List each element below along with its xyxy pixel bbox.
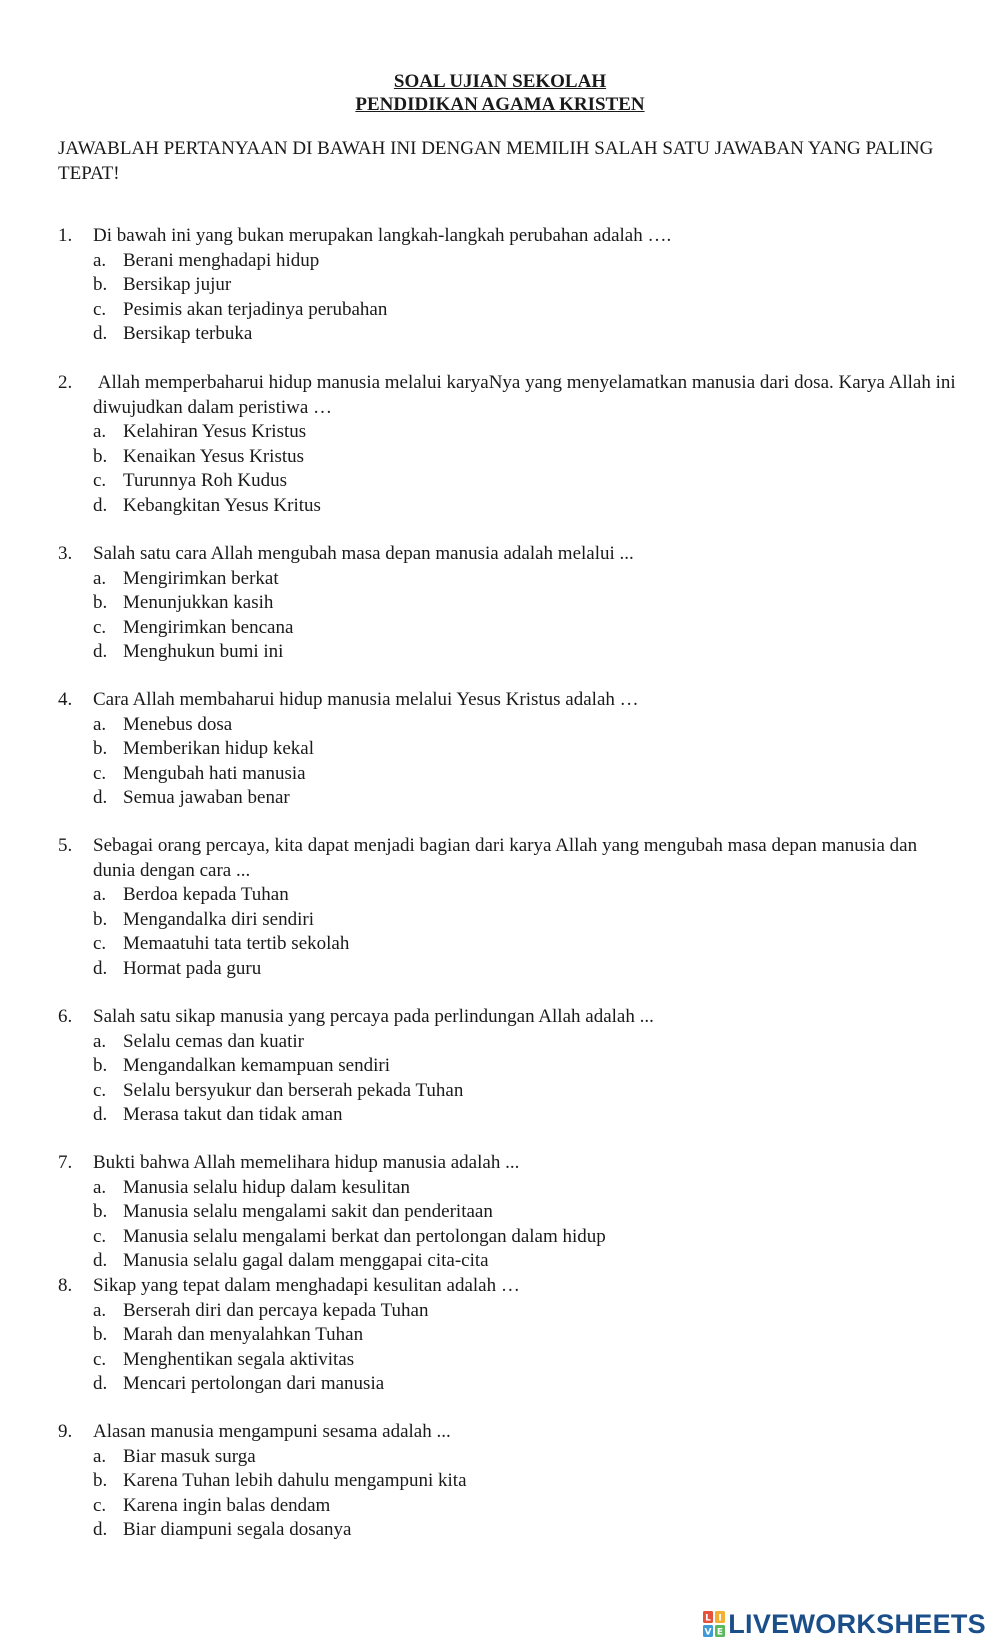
option-text: Menebus dosa <box>123 713 233 735</box>
answer-option-b[interactable] <box>58 445 958 470</box>
option-text: Hormat pada guru <box>123 957 262 979</box>
question-text: Sebagai orang percaya, kita dapat menjadi bagian dari karya Allah yang mengubah masa depan manusia dan dunia dengan cara ... <box>93 835 918 881</box>
option-text: Menunjukkan kasih <box>123 592 274 613</box>
question-text: Bukti bahwa Allah memelihara hidup manusia adalah ... <box>93 1152 520 1173</box>
option-letter: b. <box>93 445 108 467</box>
question-text: Di bawah ini yang bukan merupakan langkah-langkah perubahan adalah …. <box>93 225 672 246</box>
answer-option-b[interactable] <box>58 591 958 616</box>
option-text: Marah dan menyalahkan Tuhan <box>123 1324 364 1345</box>
answer-option-a[interactable] <box>58 249 958 274</box>
answer-option-d[interactable] <box>58 1249 958 1274</box>
answer-option-d[interactable] <box>58 957 958 982</box>
option-text: Mengandalkan kemampuan sendiri <box>123 1055 390 1076</box>
option-letter: d. <box>93 641 108 662</box>
question-4 <box>58 688 958 811</box>
option-letter: d. <box>93 494 108 516</box>
question-text: Salah satu cara Allah mengubah masa depan manusia adalah melalui ... <box>93 543 634 564</box>
liveworksheets-logo-text: LIVEWORKSHEETS <box>728 1608 986 1639</box>
option-letter: b. <box>93 274 108 295</box>
option-letter: a. <box>93 421 107 442</box>
svg-text:V: V <box>704 1627 712 1637</box>
liveworksheets-logo[interactable] <box>703 1607 986 1641</box>
liveworksheets-logo-icon <box>703 1611 725 1637</box>
answer-option-d[interactable] <box>58 1518 958 1543</box>
option-letter: b. <box>93 738 108 759</box>
option-letter: b. <box>93 1324 108 1345</box>
option-text: Berani menghadapi hidup <box>123 249 320 271</box>
question-stem <box>58 542 958 567</box>
question-number: 4. <box>58 689 73 710</box>
option-text: Manusia selalu mengalami sakit dan penderitaan <box>123 1201 493 1222</box>
answer-options <box>58 567 958 665</box>
subject-title: PENDIDIKAN AGAMA KRISTEN <box>355 94 645 115</box>
option-letter: a. <box>93 1030 107 1052</box>
option-text: Pesimis akan terjadinya perubahan <box>123 298 388 320</box>
answer-option-b[interactable] <box>58 908 958 933</box>
answer-option-b[interactable] <box>58 1054 958 1079</box>
answer-option-a[interactable] <box>58 1445 958 1470</box>
option-text: Manusia selalu gagal dalam menggapai cita-cita <box>123 1250 489 1271</box>
exam-title: SOAL UJIAN SEKOLAH <box>393 71 607 92</box>
answer-option-d[interactable] <box>58 322 958 347</box>
answer-option-a[interactable] <box>58 883 958 908</box>
question-8 <box>58 1274 958 1397</box>
option-text: Selalu bersyukur dan berserah pekada Tuhan <box>123 1079 464 1101</box>
option-text: Semua jawaban benar <box>123 787 290 808</box>
option-letter: b. <box>93 1470 108 1491</box>
answer-options <box>58 420 958 518</box>
option-letter: a. <box>93 1445 107 1467</box>
answer-option-b[interactable] <box>58 273 958 298</box>
answer-options <box>58 713 958 811</box>
question-3 <box>58 542 958 665</box>
option-text: Biar diampuni segala dosanya <box>123 1519 352 1540</box>
answer-options <box>58 1299 958 1397</box>
option-text: Bersikap jujur <box>123 274 232 295</box>
option-text: Biar masuk surga <box>123 1445 256 1467</box>
question-stem <box>58 1274 958 1299</box>
option-letter: c. <box>93 298 107 320</box>
option-text: Mengandalka diri sendiri <box>123 908 315 930</box>
question-6 <box>58 1005 958 1128</box>
option-text: Berserah diri dan percaya kepada Tuhan <box>123 1299 429 1321</box>
answer-option-c[interactable] <box>58 1348 958 1373</box>
option-letter: c. <box>93 762 107 784</box>
answer-option-a[interactable] <box>58 420 958 445</box>
question-stem <box>58 371 961 420</box>
answer-option-d[interactable] <box>58 640 958 665</box>
option-text: Turunnya Roh Kudus <box>123 470 287 491</box>
option-letter: c. <box>93 616 107 638</box>
option-text: Menghukun bumi ini <box>123 641 284 662</box>
question-number: 2. <box>58 372 73 393</box>
answer-options <box>58 1030 958 1128</box>
answer-option-c[interactable] <box>58 616 958 641</box>
option-letter: d. <box>93 957 108 979</box>
answer-option-c[interactable] <box>58 1079 958 1104</box>
answer-option-a[interactable] <box>58 1176 958 1201</box>
option-text: Mengubah hati manusia <box>123 762 306 784</box>
svg-text:E: E <box>717 1627 724 1637</box>
question-number: 6. <box>58 1006 73 1027</box>
answer-option-c[interactable] <box>58 1225 958 1250</box>
question-stem <box>58 834 958 883</box>
option-text: Karena ingin balas dendam <box>123 1494 331 1516</box>
option-text: Selalu cemas dan kuatir <box>123 1030 304 1052</box>
question-stem <box>58 1420 958 1445</box>
question-5 <box>58 834 958 981</box>
answer-option-b[interactable] <box>58 1200 958 1225</box>
question-number: 8. <box>58 1275 73 1296</box>
option-text: Manusia selalu mengalami berkat dan pertolongan dalam hidup <box>123 1225 606 1247</box>
answer-option-c[interactable] <box>58 298 958 323</box>
svg-text:L: L <box>705 1613 712 1624</box>
option-letter: c. <box>93 470 107 491</box>
question-7 <box>58 1151 958 1274</box>
answer-options <box>58 249 958 347</box>
answer-option-a[interactable] <box>58 1030 958 1055</box>
option-text: Mengirimkan bencana <box>123 616 294 638</box>
option-letter: a. <box>93 713 107 735</box>
answer-option-c[interactable] <box>58 469 958 494</box>
answer-options <box>58 883 958 981</box>
svg-text:I: I <box>718 1613 722 1624</box>
question-1 <box>58 224 958 347</box>
question-stem <box>58 1005 958 1030</box>
option-text: Memberikan hidup kekal <box>123 738 315 759</box>
option-text: Berdoa kepada Tuhan <box>123 884 289 905</box>
question-stem <box>58 688 958 713</box>
option-text: Manusia selalu hidup dalam kesulitan <box>123 1176 411 1198</box>
question-text: Cara Allah membaharui hidup manusia melalui Yesus Kristus adalah … <box>93 689 639 710</box>
answer-option-d[interactable] <box>58 1372 958 1397</box>
answer-option-c[interactable] <box>58 762 958 787</box>
option-text: Menghentikan segala aktivitas <box>123 1348 355 1370</box>
option-letter: a. <box>93 249 107 271</box>
option-letter: d. <box>93 1519 108 1540</box>
answer-option-b[interactable] <box>58 1323 958 1348</box>
question-stem <box>58 224 958 249</box>
option-letter: b. <box>93 908 108 930</box>
answer-options <box>58 1176 958 1274</box>
option-letter: c. <box>93 1079 107 1101</box>
option-letter: c. <box>93 933 107 954</box>
option-text: Mengirimkan berkat <box>123 567 279 589</box>
option-letter: a. <box>93 1176 107 1198</box>
option-text: Memaatuhi tata tertib sekolah <box>123 933 350 954</box>
question-text: Allah memperbaharui hidup manusia melalui karyaNya yang menyelamatkan manusia dari dosa. Karya Allah ini diwujudkan dalam peristiwa … <box>93 372 961 418</box>
option-letter: c. <box>93 1494 107 1516</box>
option-text: Karena Tuhan lebih dahulu mengampuni kita <box>123 1470 467 1491</box>
option-text: Merasa takut dan tidak aman <box>123 1104 343 1125</box>
option-letter: b. <box>93 1055 108 1076</box>
question-number: 9. <box>58 1421 73 1442</box>
answer-option-a[interactable] <box>58 713 958 738</box>
answer-option-a[interactable] <box>58 567 958 592</box>
option-letter: c. <box>93 1225 107 1247</box>
answer-options <box>58 1445 958 1543</box>
option-letter: d. <box>93 323 108 344</box>
option-letter: a. <box>93 567 107 589</box>
answer-option-b[interactable] <box>58 737 958 762</box>
question-number: 7. <box>58 1152 73 1173</box>
question-text: Sikap yang tepat dalam menghadapi kesulitan adalah … <box>93 1275 520 1296</box>
question-number: 1. <box>58 225 73 246</box>
answer-option-b[interactable] <box>58 1469 958 1494</box>
option-letter: b. <box>93 1201 108 1222</box>
answer-option-c[interactable] <box>58 932 958 957</box>
answer-option-d[interactable] <box>58 494 958 519</box>
question-text: Alasan manusia mengampuni sesama adalah ... <box>93 1421 451 1442</box>
option-text: Kebangkitan Yesus Kritus <box>123 494 321 516</box>
question-stem <box>58 1151 958 1176</box>
option-letter: d. <box>93 1250 108 1271</box>
option-letter: a. <box>93 884 107 905</box>
option-letter: a. <box>93 1299 107 1321</box>
question-9 <box>58 1420 958 1543</box>
question-2 <box>58 371 961 518</box>
instructions-text: JAWABLAH PERTANYAAN DI BAWAH INI DENGAN MEMILIH SALAH SATU JAWABAN YANG PALING TEPAT! <box>58 138 934 184</box>
option-text: Bersikap terbuka <box>123 323 253 344</box>
option-text: Mencari pertolongan dari manusia <box>123 1373 385 1394</box>
option-letter: d. <box>93 787 108 808</box>
option-letter: d. <box>93 1373 108 1394</box>
option-letter: c. <box>93 1348 107 1370</box>
option-text: Kelahiran Yesus Kristus <box>123 421 307 442</box>
answer-option-c[interactable] <box>58 1494 958 1519</box>
option-letter: b. <box>93 592 108 613</box>
option-letter: d. <box>93 1104 108 1125</box>
answer-option-d[interactable] <box>58 786 958 811</box>
option-text: Kenaikan Yesus Kristus <box>123 445 305 467</box>
question-number: 5. <box>58 835 73 856</box>
answer-option-a[interactable] <box>58 1299 958 1324</box>
question-number: 3. <box>58 543 73 564</box>
question-text: Salah satu sikap manusia yang percaya pada perlindungan Allah adalah ... <box>93 1006 654 1027</box>
answer-option-d[interactable] <box>58 1103 958 1128</box>
